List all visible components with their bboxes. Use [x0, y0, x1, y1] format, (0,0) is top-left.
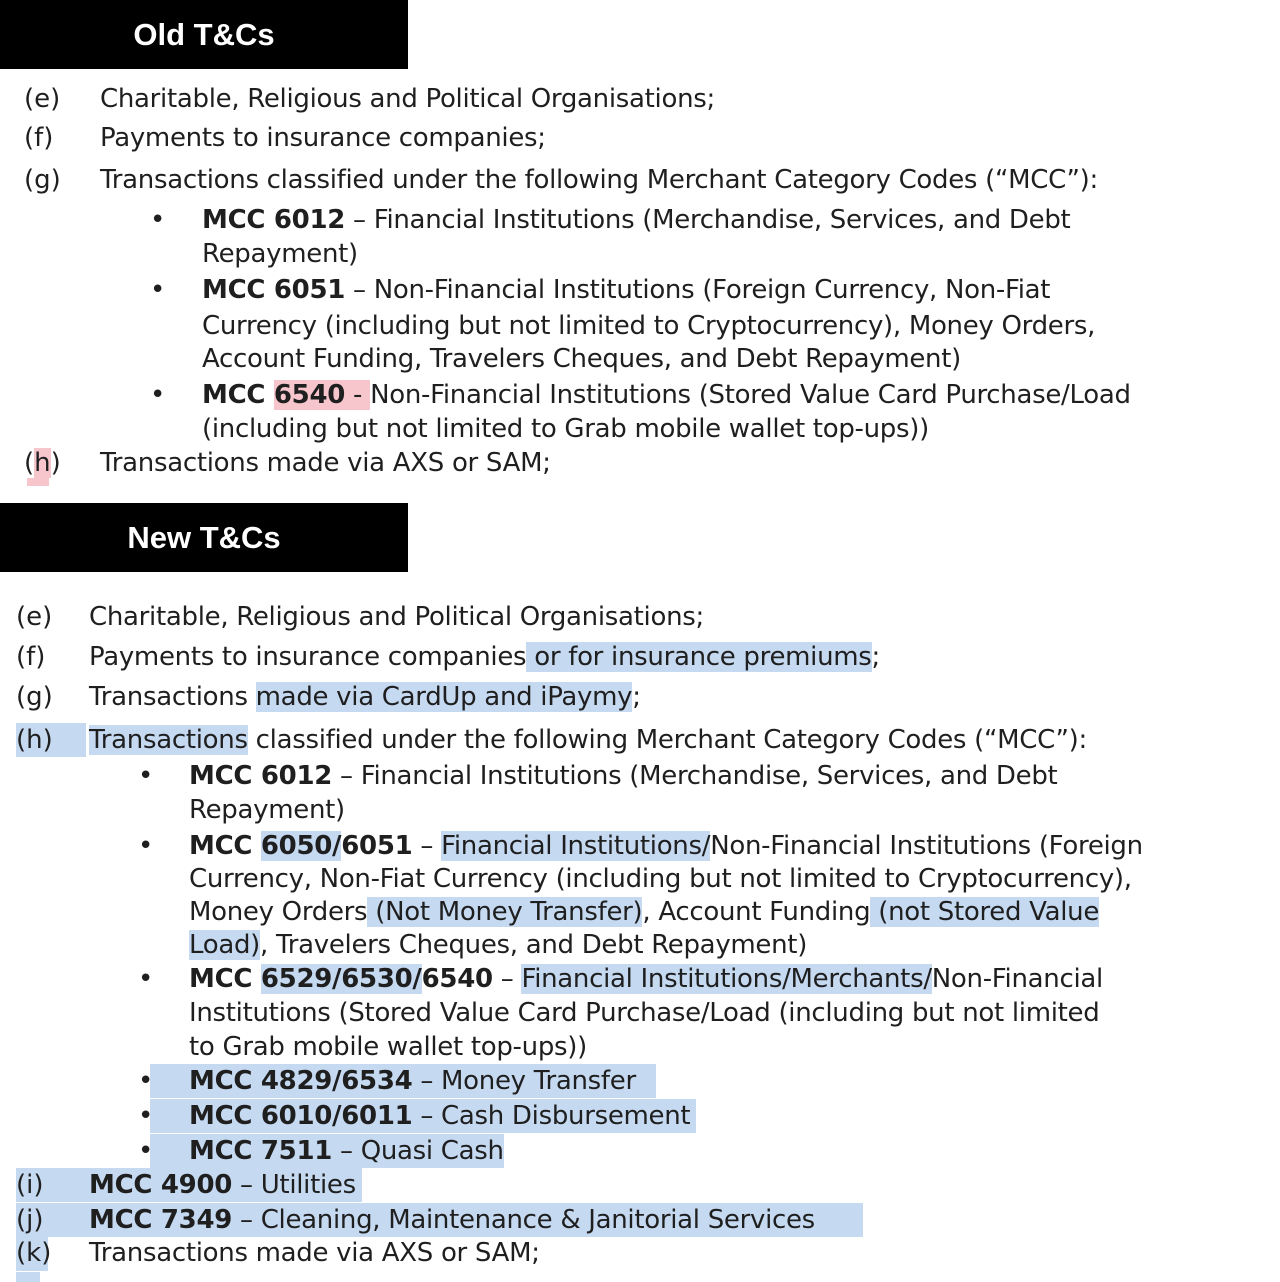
old-mcc-6540-line1: MCC 6540 - Non-Financial Institutions (Stored Value Card Purchase/Load — [202, 380, 1131, 410]
new-clause-f-label: (f) — [16, 642, 46, 672]
new-tcs-banner: New T&Cs — [0, 503, 408, 572]
new-clause-k-text: Transactions made via AXS or SAM; — [89, 1238, 540, 1268]
bullet-icon: • — [150, 380, 166, 410]
bullet-icon: • — [150, 275, 166, 305]
old-clause-e-text: Charitable, Religious and Political Organisations; — [100, 84, 715, 114]
new-mcc-6050-6051-line4: Load), Travelers Cheques, and Debt Repayment) — [189, 930, 808, 960]
old-clause-f-label: (f) — [24, 123, 54, 153]
new-clause-j-text: MCC 7349 – Cleaning, Maintenance & Janitorial Services — [89, 1205, 815, 1235]
new-clause-k-label: (k) — [16, 1238, 52, 1268]
new-mcc-6529-6530-6540-line3: to Grab mobile wallet top-ups)) — [189, 1032, 587, 1062]
new-clause-e-text: Charitable, Religious and Political Organisations; — [89, 602, 704, 632]
old-clause-e-label: (e) — [24, 84, 61, 114]
old-mcc-6012-line2: Repayment) — [202, 239, 358, 269]
new-clause-g-label: (g) — [16, 682, 53, 712]
new-mcc-6529-6530-6540-line1: MCC 6529/6530/6540 – Financial Institutions/Merchants/Non-Financial — [189, 964, 1103, 994]
bullet-icon: • — [138, 831, 154, 861]
new-clause-h-text: Transactions classified under the following Merchant Category Codes (“MCC”): — [89, 725, 1087, 755]
old-mcc-6051-line1: MCC 6051 – Non-Financial Institutions (Foreign Currency, Non-Fiat — [202, 275, 1051, 305]
new-mcc-6012-line2: Repayment) — [189, 795, 345, 825]
new-mcc-6012-line1: MCC 6012 – Financial Institutions (Merchandise, Services, and Debt — [189, 761, 1058, 791]
new-clause-i-label: (i) — [16, 1170, 44, 1200]
old-mcc-6012-line1: MCC 6012 – Financial Institutions (Merchandise, Services, and Debt — [202, 205, 1071, 235]
old-clause-g-label: (g) — [24, 165, 61, 195]
old-deletion-mark — [27, 478, 49, 486]
new-mcc-7511: MCC 7511 – Quasi Cash — [189, 1136, 504, 1166]
old-mcc-6051-line3: Account Funding, Travelers Cheques, and Debt Repayment) — [202, 344, 961, 374]
bullet-icon: • — [150, 205, 166, 235]
old-tcs-banner: Old T&Cs — [0, 0, 408, 69]
new-clause-i-text: MCC 4900 – Utilities — [89, 1170, 356, 1200]
new-clause-g-text: Transactions made via CardUp and iPaymy; — [89, 682, 641, 712]
new-mcc-6050-6051-line3: Money Orders (Not Money Transfer), Account Funding (not Stored Value — [189, 897, 1100, 927]
new-mcc-6050-6051-line2: Currency, Non-Fiat Currency (including but not limited to Cryptocurrency), — [189, 864, 1132, 894]
new-clause-j-label: (j) — [16, 1205, 44, 1235]
bullet-icon: • — [138, 964, 154, 994]
bullet-icon: • — [138, 1066, 154, 1096]
new-mcc-6050-6051-line1: MCC 6050/6051 – Financial Institutions/Non-Financial Institutions (Foreign — [189, 831, 1143, 861]
old-mcc-6540-line2: (including but not limited to Grab mobile wallet top-ups)) — [202, 414, 929, 444]
new-clause-f-text: Payments to insurance companies or for insurance premiums; — [89, 642, 881, 672]
new-mcc-6529-6530-6540-line2: Institutions (Stored Value Card Purchase/Load (including but not limited — [189, 998, 1100, 1028]
bullet-icon: • — [138, 1136, 154, 1166]
old-clause-g-text: Transactions classified under the following Merchant Category Codes (“MCC”): — [100, 165, 1098, 195]
new-mcc-4829-6534: MCC 4829/6534 – Money Transfer — [189, 1066, 636, 1096]
new-cutoff-highlight — [16, 1272, 40, 1282]
bullet-icon: • — [138, 761, 154, 791]
bullet-icon: • — [138, 1101, 154, 1131]
old-clause-h-text: Transactions made via AXS or SAM; — [100, 448, 551, 478]
old-clause-h-label: (h) — [24, 448, 61, 478]
old-clause-f-text: Payments to insurance companies; — [100, 123, 546, 153]
new-mcc-6010-6011: MCC 6010/6011 – Cash Disbursement — [189, 1101, 691, 1131]
new-clause-h-label: (h) — [16, 725, 53, 755]
old-mcc-6051-line2: Currency (including but not limited to Cryptocurrency), Money Orders, — [202, 311, 1096, 341]
new-clause-e-label: (e) — [16, 602, 53, 632]
